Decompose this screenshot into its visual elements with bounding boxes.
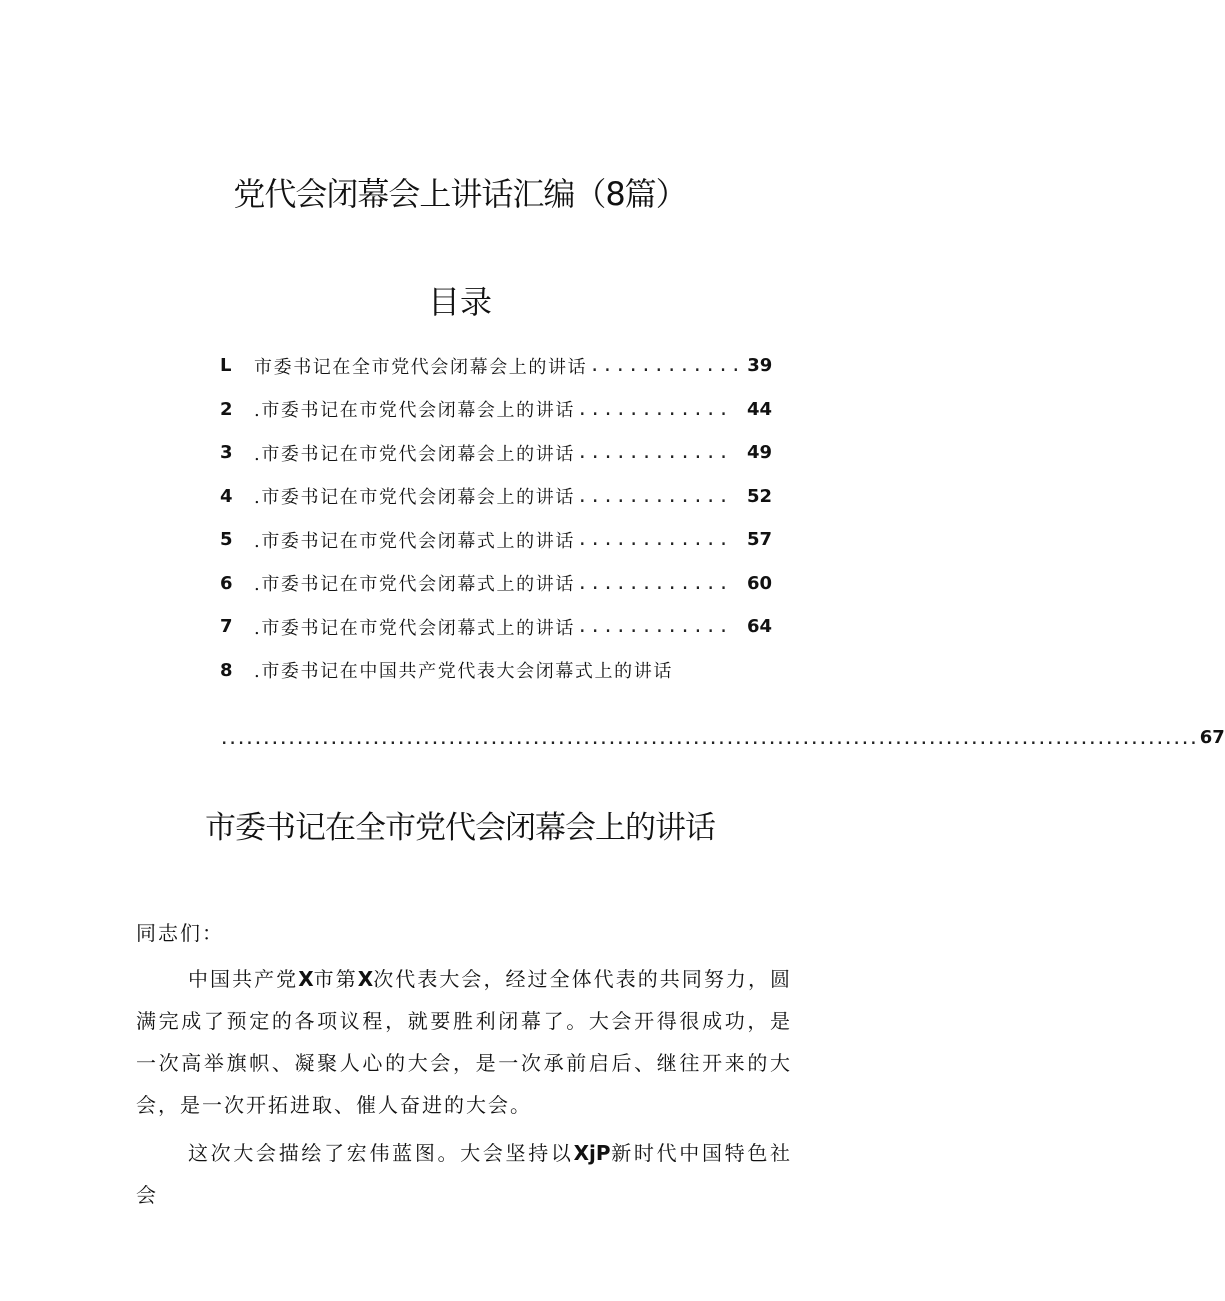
toc-item-title: .市委书记在中国共产党代表大会闭幕式上的讲话 (254, 661, 673, 683)
toc-item-title: .市委书记在市党代会闭幕会上的讲话 (254, 400, 575, 422)
toc-item[interactable] (220, 475, 772, 519)
toc-item-leader: ............ (576, 529, 731, 551)
toc-item-number: 8 (220, 659, 233, 681)
speech-body (136, 912, 792, 1222)
placeholder-x: X (357, 967, 374, 991)
placeholder-x: X (298, 967, 314, 991)
document-title: 党代会闭幕会上讲话汇编（8篇） (233, 175, 687, 213)
toc-item-page: 60 (746, 572, 772, 594)
toc-item-page: 39 (747, 355, 773, 377)
toc-item-page: 67 (1199, 727, 1225, 748)
toc-item-title: .市委书记在市党代会闭幕会上的讲话 (254, 443, 575, 465)
toc-item[interactable] (220, 649, 1225, 749)
toc-item[interactable] (220, 562, 772, 606)
toc-item-leader: .................................................................................................................... (220, 732, 1198, 748)
toc-item-title: .市委书记在市党代会闭幕会上的讲话 (254, 487, 575, 509)
toc-item-number: 7 (220, 616, 233, 638)
paragraph (136, 958, 792, 1126)
paragraph (136, 1132, 792, 1216)
toc-item-leader: ............ (576, 572, 731, 594)
toc-item-title: .市委书记在市党代会闭幕式上的讲话 (254, 617, 575, 639)
text-run: 新时代中国特色社会 (136, 1141, 793, 1207)
toc-item-number: 2 (220, 398, 233, 420)
toc-item-page: 57 (746, 529, 772, 551)
toc-item[interactable] (220, 605, 772, 649)
toc-item[interactable] (220, 431, 772, 475)
salutation: 同志们： (136, 921, 224, 945)
toc-item-title: 市委书记在全市党代会闭幕会上的讲话 (254, 356, 588, 378)
text-run: 中国共产党 (188, 967, 299, 991)
toc-item-number: 3 (220, 442, 233, 464)
placeholder-xjp: XjP (573, 1141, 611, 1165)
toc-item-page: 52 (746, 485, 772, 507)
toc-heading: 目录 (427, 283, 492, 321)
toc-item-number: 4 (220, 485, 233, 507)
toc-item[interactable] (220, 388, 772, 432)
toc-item[interactable] (220, 518, 772, 562)
toc-item-page: 44 (746, 398, 772, 420)
toc-item-page: 64 (746, 616, 772, 638)
text-run: 这次大会描绘了宏伟蓝图。大会坚持以 (188, 1141, 574, 1165)
toc-item[interactable] (220, 344, 772, 388)
toc-item-number: 6 (220, 572, 233, 594)
toc-item-number: 5 (220, 529, 233, 551)
toc-item-leader: ............ (576, 442, 731, 464)
toc-item-page: 49 (746, 442, 772, 464)
table-of-contents (220, 344, 1225, 748)
toc-item-number: L (220, 355, 232, 377)
toc-item-leader: ............ (576, 616, 731, 638)
toc-item-leader: ............ (576, 485, 731, 507)
section-title: 市委书记在全市党代会闭幕会上的讲话 (205, 810, 715, 846)
toc-item-leader: ............ (589, 355, 744, 377)
text-run: 次代表大会，经过全体代表的共同努力，圆满完成了预定的各项议程，就要胜利闭幕了。大会开得很成功，是一次高举旗帜、凝聚人心的大会，是一次承前启后、继往开来的大会，是一次开拓进取、催人奋进的大会。 (136, 967, 793, 1117)
text-run: 市第 (313, 967, 358, 991)
toc-item-title: .市委书记在市党代会闭幕式上的讲话 (254, 574, 575, 596)
toc-item-leader: ............ (576, 398, 731, 420)
toc-item-title: .市委书记在市党代会闭幕式上的讲话 (254, 530, 575, 552)
